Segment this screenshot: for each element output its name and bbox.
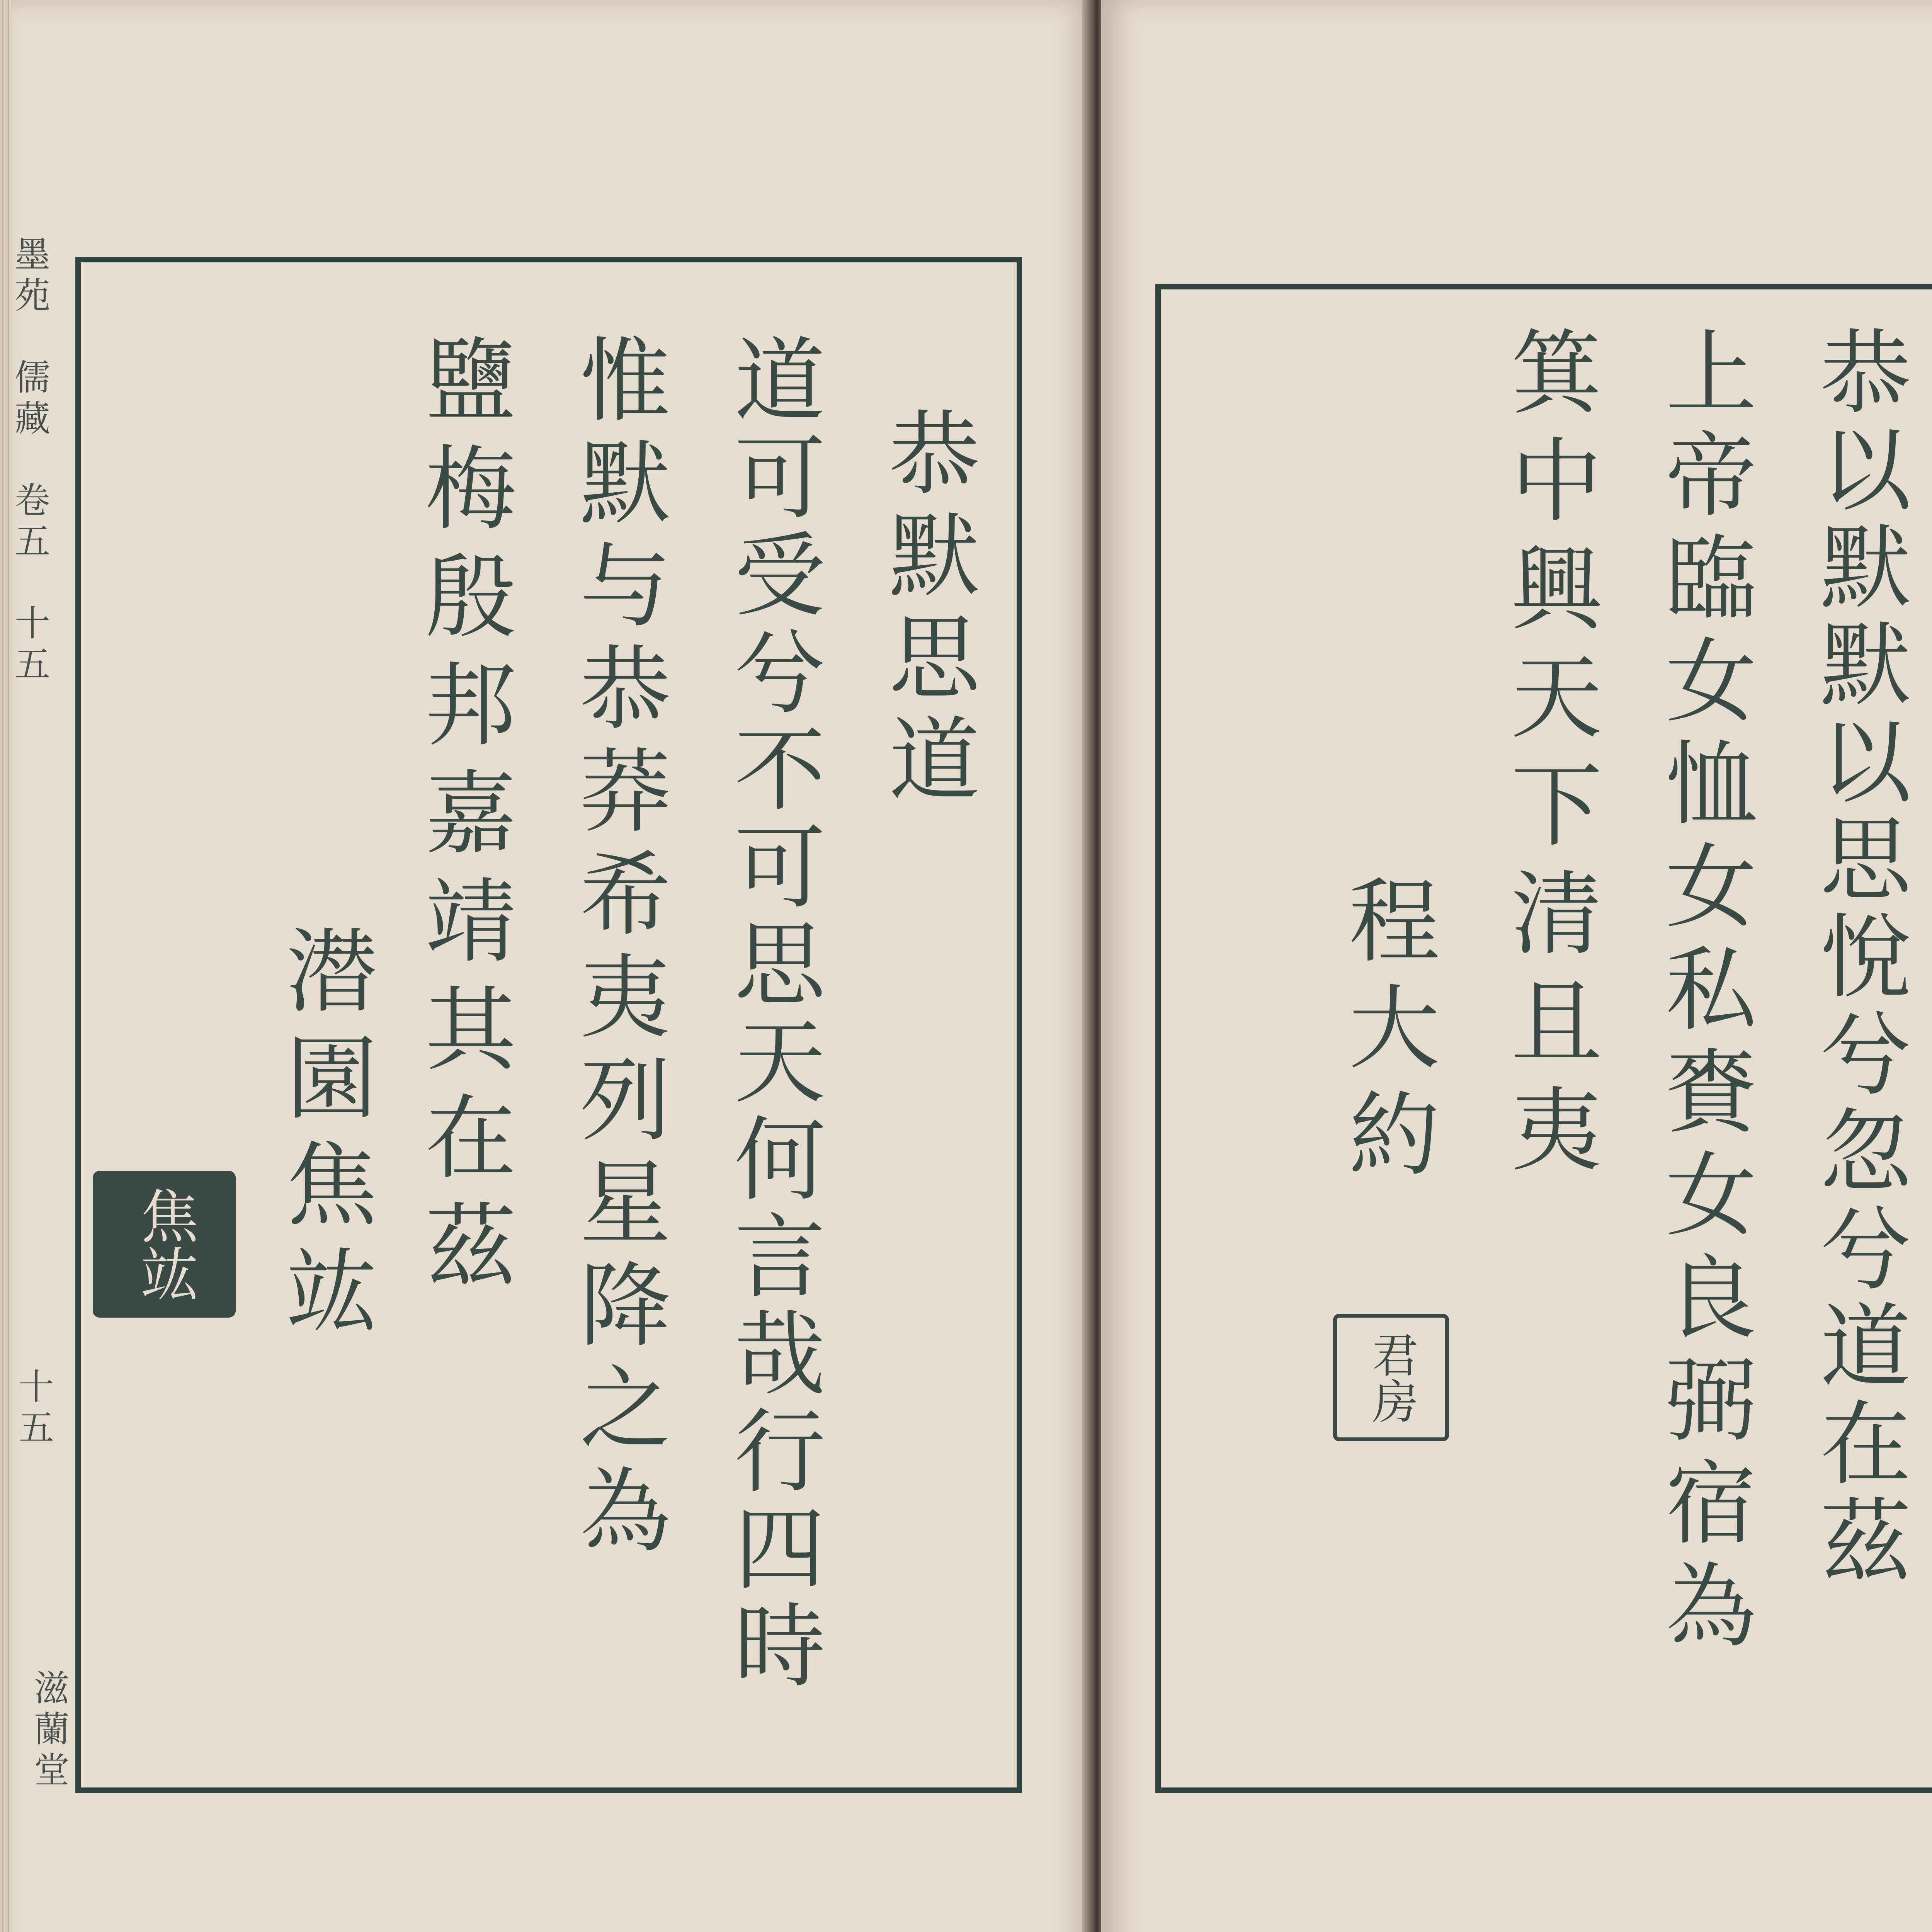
left-text-column-2: 道可受兮不可思天何言哉行四時 [719,332,825,1696]
right-text-column-3: 上帝臨女恤女私賚女良弼宿為 [1650,325,1757,1661]
right-seal-text: 君房 [1364,1331,1418,1424]
left-margin-label: 墨苑 儒藏 卷五 十五 [9,236,50,686]
right-seal-stamp [1333,1314,1449,1441]
left-signature: 潜園焦竑 [271,923,377,1350]
right-signature: 程大約 [1333,873,1440,1193]
left-seal-text: 焦竑 [131,1186,198,1302]
left-seal-stamp [93,1171,236,1318]
left-folio-number: 十五 [13,1368,54,1450]
right-text-column-4: 箕中興天下清且夷 [1496,325,1602,1190]
left-publisher-label: 滋蘭堂 [28,1669,70,1792]
left-text-column-4: 鹽梅殷邦嘉靖其在茲 [410,332,516,1306]
left-text-column-3: 惟默与恭莽希夷列星降之為 [565,332,671,1566]
right-text-column-2: 恭以默默以思悅兮忽兮道在茲 [1805,325,1911,1590]
left-title-column: 恭默思道 [874,406,980,814]
